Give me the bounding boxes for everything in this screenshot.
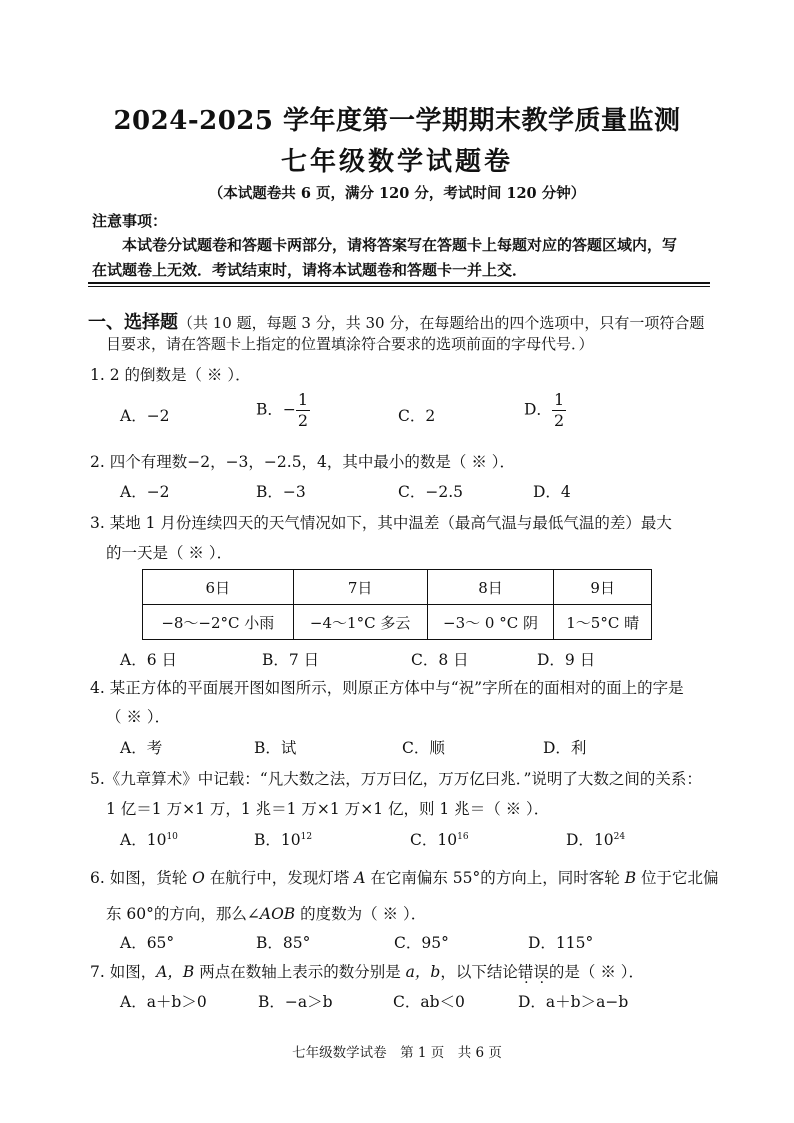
section1-desc2: 目要求，请在答题卡上指定的位置填涂符合要求的选项前面的字母代号．） xyxy=(106,335,594,353)
q7-option-b: B．−a＞b xyxy=(258,993,333,1011)
q5-d-label: D． xyxy=(566,831,594,849)
q6-text: 位于它北偏 xyxy=(636,869,719,887)
q5-d-exponent: 24 xyxy=(613,831,626,842)
q6-angle-aob: AOB xyxy=(259,905,296,923)
weather-header-cell: 9日 xyxy=(554,570,652,605)
exam-title-line2: 七年级数学试题卷 xyxy=(280,147,513,177)
q1-option-d-prefix: D． xyxy=(524,400,552,419)
q5-a-exponent: 10 xyxy=(166,831,178,842)
weather-table-row xyxy=(143,605,652,640)
weather-cell: 1～5°C 晴 xyxy=(554,605,652,640)
notice-heading: 注意事项： xyxy=(92,212,168,230)
weather-cell: −8～−2°C 小雨 xyxy=(143,605,294,640)
section1-heading xyxy=(88,308,704,334)
weather-cell: −4～1°C 多云 xyxy=(293,605,427,640)
q7-text: ，以下结论 xyxy=(440,963,518,981)
q2-option-b: B．−3 xyxy=(256,483,306,501)
q5-b-exponent: 12 xyxy=(300,831,313,842)
q3-option-d: D．9 日 xyxy=(537,651,596,669)
q5-stem-line1: 5.《九章算术》中记载：“凡大数之法，万万曰亿，万万亿曰兆．”说明了大数之间的关系： xyxy=(90,770,702,788)
q2-stem: 2. 四个有理数−2，−3，−2.5，4，其中最小的数是（ ※ ）． xyxy=(90,453,516,471)
q5-option-a xyxy=(120,828,178,850)
q1-option-a: A．−2 xyxy=(120,407,170,425)
q1-d-denominator: 2 xyxy=(553,411,565,430)
q4-option-a: A．考 xyxy=(120,739,163,757)
q7-option-a: A．a＋b＞0 xyxy=(120,993,207,1011)
q2-option-a: A．−2 xyxy=(120,483,170,501)
q1-d-numerator: 1 xyxy=(553,390,565,409)
weather-table xyxy=(142,569,652,640)
q7-points-ab: A，B xyxy=(156,963,195,981)
page-footer: 七年级数学试卷 第 1 页 共 6 页 xyxy=(292,1045,502,1061)
q5-c-base: 10 xyxy=(437,831,458,849)
q5-b-base: 10 xyxy=(280,831,301,849)
q1-option-d-fraction xyxy=(552,392,566,429)
q1-b-numerator: 1 xyxy=(297,390,309,409)
q6-option-c: C．95° xyxy=(394,934,449,952)
q6-point-b: B xyxy=(624,869,637,887)
q3-stem-line2: 的一天是（ ※ ）． xyxy=(106,544,233,562)
q6-point-a: A xyxy=(354,869,366,887)
q1-stem: 1. 2 的倒数是（ ※ ）． xyxy=(90,366,251,384)
weather-table-header-row xyxy=(143,570,652,605)
exam-subtitle: （本试题卷共 6 页，满分 120 分，考试时间 120 分钟） xyxy=(208,185,586,202)
q3-option-c: C．8 日 xyxy=(411,651,469,669)
q7-emphasis-char: 错 xyxy=(517,963,534,981)
exam-title-line1: 2024-2025 学年度第一学期期末教学质量监测 xyxy=(113,106,681,136)
q7-text: 7. 如图， xyxy=(90,963,157,981)
notice-line2: 在试题卷上无效．考试结束时，请将本试题卷和答题卡一并上交． xyxy=(92,261,528,279)
section1-desc1: （共 10 题，每题 3 分，共 30 分，在每题给出的四个选项中，只有一项符合题 xyxy=(178,314,705,332)
q5-a-label: A． xyxy=(120,831,147,849)
q4-option-b: B．试 xyxy=(254,739,297,757)
q5-stem-line2: 1 亿＝1 万×1 万，1 兆＝1 万×1 万×1 亿，则 1 兆＝（ ※ ）． xyxy=(106,800,550,818)
q7-option-d: D．a＋b＞a−b xyxy=(518,993,629,1011)
q5-option-d xyxy=(566,828,625,850)
q6-option-a: A．65° xyxy=(120,934,175,952)
q3-option-b: B．7 日 xyxy=(262,651,320,669)
q4-stem-line1: 4. 某正方体的平面展开图如图所示，则原正方体中与“祝”字所在的面相对的面上的字是 xyxy=(90,679,684,697)
q3-stem-line1: 3. 某地 1 月份连续四天的天气情况如下，其中温差（最高气温与最低气温的差）最大 xyxy=(90,514,672,532)
q7-stem xyxy=(90,960,644,982)
q1-option-d xyxy=(524,392,566,429)
q1-option-b xyxy=(256,392,310,429)
q7-text: 两点在数轴上表示的数分别是 xyxy=(194,963,406,981)
q5-option-c xyxy=(410,828,469,850)
q6-stem-line2 xyxy=(106,902,426,924)
q5-a-base: 10 xyxy=(146,831,167,849)
q6-point-o: O xyxy=(192,869,205,887)
q7-option-c: C．ab＜0 xyxy=(393,993,465,1011)
q7-values-ab: a，b xyxy=(405,963,441,981)
q4-option-c: C．顺 xyxy=(402,739,445,757)
q2-option-d: D．4 xyxy=(533,483,571,501)
q5-option-b xyxy=(254,828,312,850)
q1-option-b-fraction xyxy=(296,392,310,429)
q6-text: 在它南偏东 55°的方向上，同时客轮 xyxy=(365,869,625,887)
q1-option-b-prefix: B．− xyxy=(256,400,296,419)
notice-line1: 本试卷分试题卷和答题卡两部分，请将答案写在答题卡上每题对应的答题区域内，写 xyxy=(122,236,678,254)
q3-option-a: A．6 日 xyxy=(120,651,177,669)
header-rule-thin xyxy=(88,286,710,287)
header-rule-thick xyxy=(88,282,710,284)
q6-text: 在航行中，发现灯塔 xyxy=(204,869,355,887)
q6-text: 东 60°的方向，那么∠ xyxy=(106,905,260,923)
q5-d-base: 10 xyxy=(593,831,614,849)
weather-cell: −3～ 0 °C 阴 xyxy=(427,605,554,640)
q7-emphasis-char: 误 xyxy=(533,963,549,981)
q7-text: 的是（ ※ ）． xyxy=(548,963,644,981)
q2-option-c: C．−2.5 xyxy=(398,483,463,501)
q6-text: 的度数为（ ※ ）． xyxy=(295,905,427,923)
q5-c-exponent: 16 xyxy=(457,831,469,842)
q4-stem-line2: （ ※ ）． xyxy=(106,708,171,726)
q6-option-d: D．115° xyxy=(528,934,594,952)
q4-option-d: D．利 xyxy=(543,739,587,757)
q5-c-label: C． xyxy=(410,831,438,849)
q1-option-c: C．2 xyxy=(398,407,436,425)
weather-header-cell: 7日 xyxy=(293,570,427,605)
q6-stem-line1 xyxy=(90,866,719,888)
section1-label: 一、选择题 xyxy=(88,312,178,333)
weather-header-cell: 6日 xyxy=(143,570,294,605)
q5-b-label: B． xyxy=(254,831,281,849)
q1-b-denominator: 2 xyxy=(297,411,309,430)
weather-header-cell: 8日 xyxy=(427,570,554,605)
q6-text: 6. 如图，货轮 xyxy=(90,869,193,887)
q6-option-b: B．85° xyxy=(256,934,311,952)
